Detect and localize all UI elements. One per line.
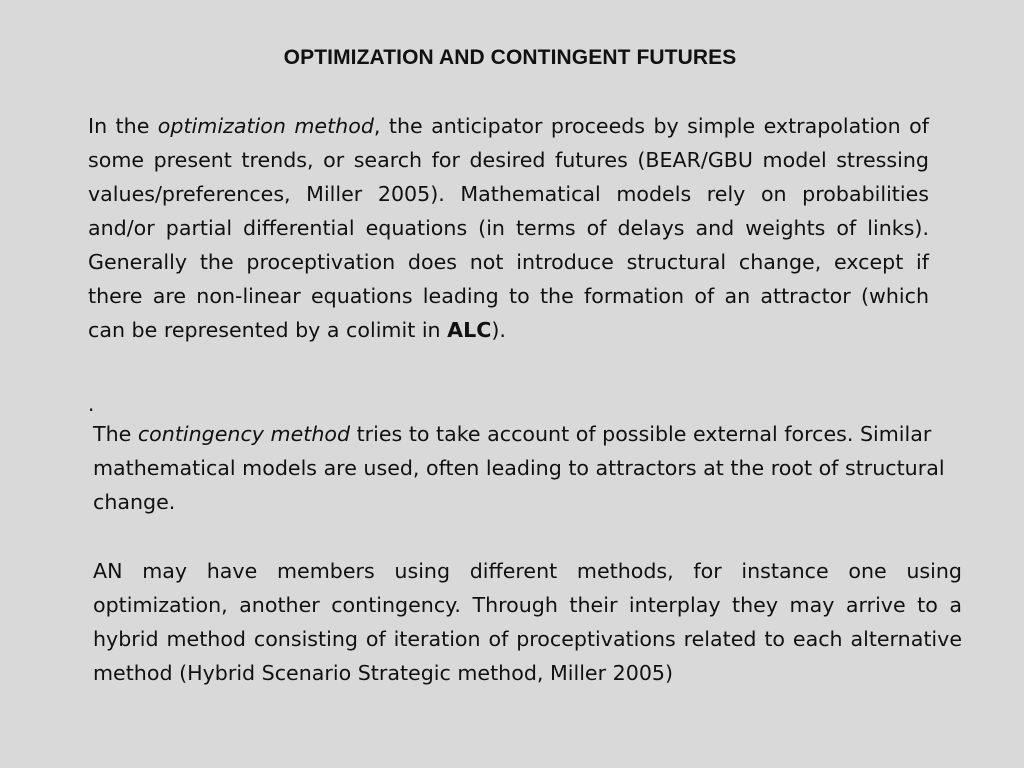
contingency-lead: The bbox=[93, 422, 138, 446]
optimization-lead: In the bbox=[88, 114, 158, 138]
separator-dot: . bbox=[88, 392, 95, 416]
contingency-term: contingency method bbox=[137, 422, 351, 446]
contingency-text: tries to take account of possible external forces. Similar mathematical models are used, often leading to attractors at the root of structural change. bbox=[93, 422, 945, 514]
optimization-term: optimization method bbox=[157, 114, 374, 138]
optimization-text: , the anticipator proceeds by simple extrapolation of some present trends, or search for desired futures (BEAR/GBU model stressing values/preferences, Miller 2005). Mathematical models rely on probabilities and/or partial differential equations (in terms of delays and weights of links). Generally the proceptivation does not introduce structural change, except if there are non-linear equations leading to the formation of an attractor (which can be represented by a colimit in bbox=[88, 114, 929, 342]
contingency-paragraph bbox=[93, 417, 953, 519]
slide-title: OPTIMIZATION AND CONTINGENT FUTURES bbox=[283, 46, 737, 69]
optimization-end: ). bbox=[491, 318, 506, 342]
alc-acronym: ALC bbox=[447, 318, 492, 342]
hybrid-paragraph: AN may have members using different methods, for instance one using optimization, another contingency. Through their interplay they may arrive to a hybrid method consisting of iteration of proceptivations related to each alternative method (Hybrid Scenario Strategic method, Miller 2005) bbox=[93, 559, 962, 685]
optimization-paragraph bbox=[88, 109, 929, 347]
